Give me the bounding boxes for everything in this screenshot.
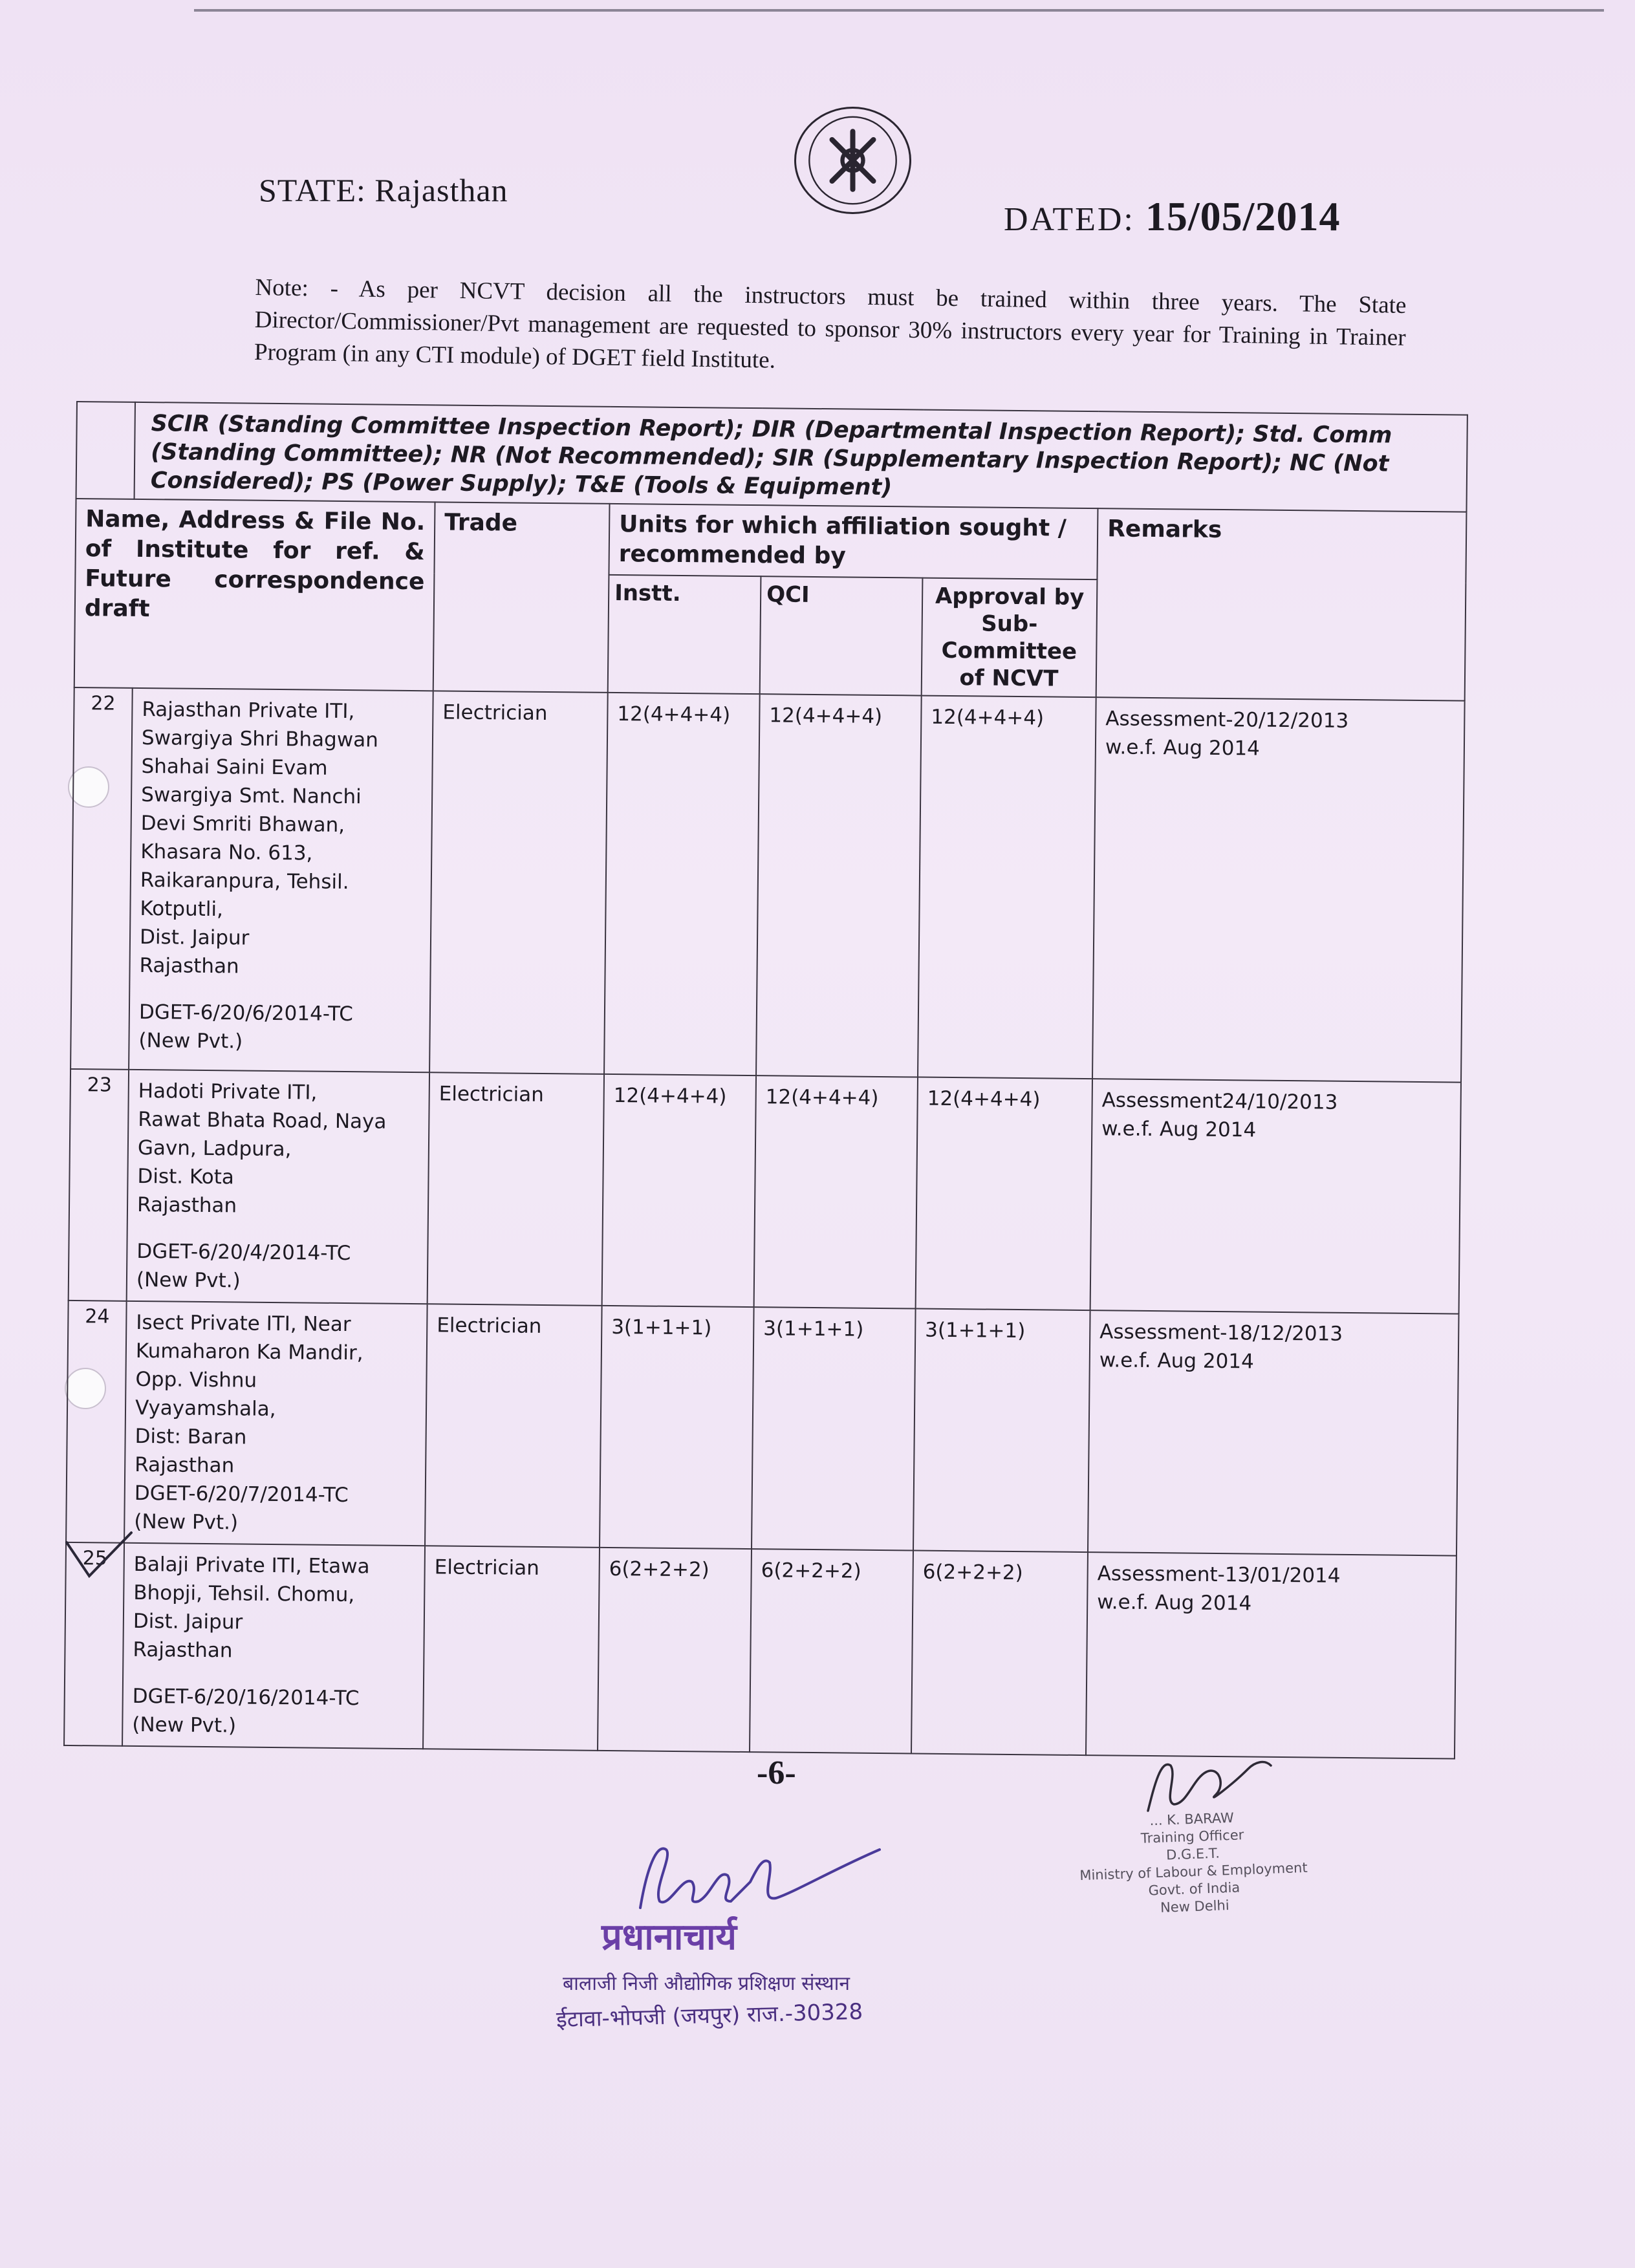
header-instt: Instt. [608, 575, 761, 694]
file-number: DGET-6/20/6/2014-TC [138, 1000, 354, 1026]
table-row [69, 1069, 1461, 1314]
page-top-edge [194, 9, 1604, 12]
file-note: (New Pvt.) [134, 1509, 239, 1535]
file-number: DGET-6/20/7/2014-TC [134, 1481, 349, 1507]
principal-address: ईटावा-भोपजी (जयपुर) राज.-30328 [556, 1998, 863, 2033]
effective-date: w.e.f. Aug 2014 [1097, 1590, 1252, 1615]
trade: Electrician [429, 691, 608, 1074]
page-number: -6- [757, 1755, 796, 1791]
stamp-line: New Delhi [1160, 1897, 1230, 1916]
address-line: Devi Smriti Bhawan, [140, 811, 345, 837]
officer-stamp [1032, 1740, 1394, 1934]
address-line: Rajasthan [133, 1637, 233, 1663]
table-row [70, 687, 1465, 1083]
serial-number: 24 [66, 1301, 127, 1543]
units-instt: 12(4+4+4) [604, 693, 760, 1075]
units-instt: 12(4+4+4) [602, 1074, 756, 1307]
units-approval: 12(4+4+4) [916, 1077, 1092, 1311]
address-line: Kotputli, [140, 896, 224, 922]
principal-stamp [556, 1830, 899, 2037]
officer-stamp-text [1030, 1805, 1356, 1921]
header-remarks: Remarks [1096, 508, 1467, 700]
address-line: Balaji Private ITI, Etawa [133, 1552, 370, 1579]
assessment-date: Assessment24/10/2013 [1101, 1088, 1338, 1114]
address-line: Rajasthan [136, 1193, 237, 1218]
units-qci: 12(4+4+4) [756, 694, 922, 1077]
address-line: Swargiya Shri Bhagwan [141, 726, 379, 752]
institute-details [122, 1543, 425, 1749]
date-value: 15/05/2014 [1145, 193, 1341, 239]
institute-details [124, 1301, 428, 1546]
units-instt: 6(2+2+2) [598, 1548, 752, 1752]
principal-institute: बालाजी निजी औद्योगिक प्रशिक्षण संस्थान [563, 1972, 850, 1995]
note-text: Note: - As per NCVT decision all the instructors must be trained within three years. The State Director/Commissioner/Pvt management are requested to sponsor 30% instructors every year for Training in Trainer Program (in any CTI module) of DGET field Institute. [254, 274, 1407, 374]
file-number: DGET-6/20/4/2014-TC [136, 1239, 351, 1266]
address-line: Rajasthan Private ITI, [142, 697, 355, 724]
serial-number: 23 [69, 1069, 129, 1301]
dated-label: DATED: [1004, 201, 1135, 238]
stamp-line: Training Officer [1140, 1827, 1244, 1846]
stamp-line: Ministry of Labour & Employment [1079, 1859, 1308, 1884]
address-line: Dist: Baran [135, 1424, 247, 1449]
address-line: Isect Private ITI, Near [136, 1310, 351, 1337]
address-line: Dist. Jaipur [133, 1609, 243, 1634]
dated-line [1004, 193, 1340, 241]
effective-date: w.e.f. Aug 2014 [1099, 1348, 1254, 1374]
header-units: Units for which affiliation sought / recommended by [609, 504, 1098, 579]
remarks [1092, 697, 1465, 1082]
trade: Electrician [428, 1072, 604, 1306]
remarks [1088, 1310, 1459, 1555]
units-qci: 6(2+2+2) [750, 1549, 913, 1753]
assessment-date: Assessment-13/01/2014 [1097, 1562, 1341, 1588]
affiliation-table [63, 401, 1467, 1760]
institute-details [127, 1070, 429, 1304]
stamp-line: Govt. of India [1148, 1879, 1240, 1899]
table-row [64, 1542, 1456, 1759]
effective-date: w.e.f. Aug 2014 [1101, 1117, 1257, 1142]
stamp-line: D.G.E.T. [1165, 1845, 1220, 1863]
address-line: Rajasthan [139, 953, 239, 978]
table-row [66, 1301, 1459, 1556]
effective-date: w.e.f. Aug 2014 [1105, 735, 1261, 761]
serial-number: 25 [64, 1542, 124, 1746]
address-line: Khasara No. 613, [140, 839, 313, 865]
address-line: Rajasthan [135, 1453, 235, 1478]
file-note: (New Pvt.) [132, 1712, 237, 1738]
units-approval: 6(2+2+2) [911, 1551, 1088, 1756]
units-qci: 12(4+4+4) [754, 1075, 918, 1308]
address-line: Vyayamshala, [135, 1396, 276, 1421]
address-line: Dist. Kota [137, 1164, 235, 1189]
header-qci: QCI [760, 576, 923, 695]
emblem-icon [794, 107, 911, 214]
address-line: Swargiya Smt. Nanchi [140, 783, 362, 809]
units-qci: 3(1+1+1) [752, 1307, 916, 1550]
serial-number: 22 [70, 687, 133, 1070]
units-instt: 3(1+1+1) [600, 1306, 754, 1549]
abbreviation-legend: SCIR (Standing Committee Inspection Report); DIR (Departmental Inspection Report); Std. Comm (Standing Committee); NR (Not Recommended); SIR (Supplementary Inspection Report); NC (Not Considered); PS (Power Supply); T&E (Tools & Equipment) [135, 402, 1467, 512]
header-name-address: Name, Address & File No. of Institute for ref. & Future correspondence draft [74, 499, 435, 691]
address-line: Gavn, Ladpura, [137, 1136, 292, 1161]
remarks [1090, 1079, 1461, 1313]
file-number: DGET-6/20/16/2014-TC [132, 1684, 360, 1711]
check-mark-icon [63, 1529, 135, 1581]
file-note: (New Pvt.) [138, 1028, 243, 1053]
address-line: Rawat Bhata Road, Naya [138, 1107, 387, 1134]
units-approval: 3(1+1+1) [913, 1309, 1090, 1553]
institute-details [129, 688, 433, 1072]
units-approval: 12(4+4+4) [918, 696, 1096, 1079]
address-line: Opp. Vishnu [135, 1367, 257, 1392]
principal-title: प्रधानाचार्य [601, 1916, 737, 1958]
assessment-date: Assessment-20/12/2013 [1105, 707, 1349, 733]
stamp-line: ... K. BARAW [1149, 1809, 1235, 1829]
assessment-date: Assessment-18/12/2013 [1099, 1320, 1343, 1346]
address-line: Kumaharon Ka Mandir, [135, 1339, 363, 1365]
state-label: STATE: Rajasthan [259, 172, 508, 208]
address-line: Shahai Saini Evam [141, 754, 328, 780]
trade: Electrician [423, 1546, 600, 1751]
header-trade: Trade [433, 502, 610, 693]
address-line: Raikaranpura, Tehsil. [140, 868, 349, 894]
remarks [1086, 1552, 1456, 1758]
address-line: Bhopji, Tehsil. Chomu, [133, 1581, 355, 1607]
address-line: Dist. Jaipur [139, 925, 250, 950]
file-note: (New Pvt.) [136, 1268, 241, 1293]
address-line: Hadoti Private ITI, [138, 1079, 318, 1105]
header-approval: Approval by Sub-Committee of NCVT [922, 578, 1098, 698]
legend-spacer [76, 402, 135, 499]
trade: Electrician [425, 1304, 602, 1548]
